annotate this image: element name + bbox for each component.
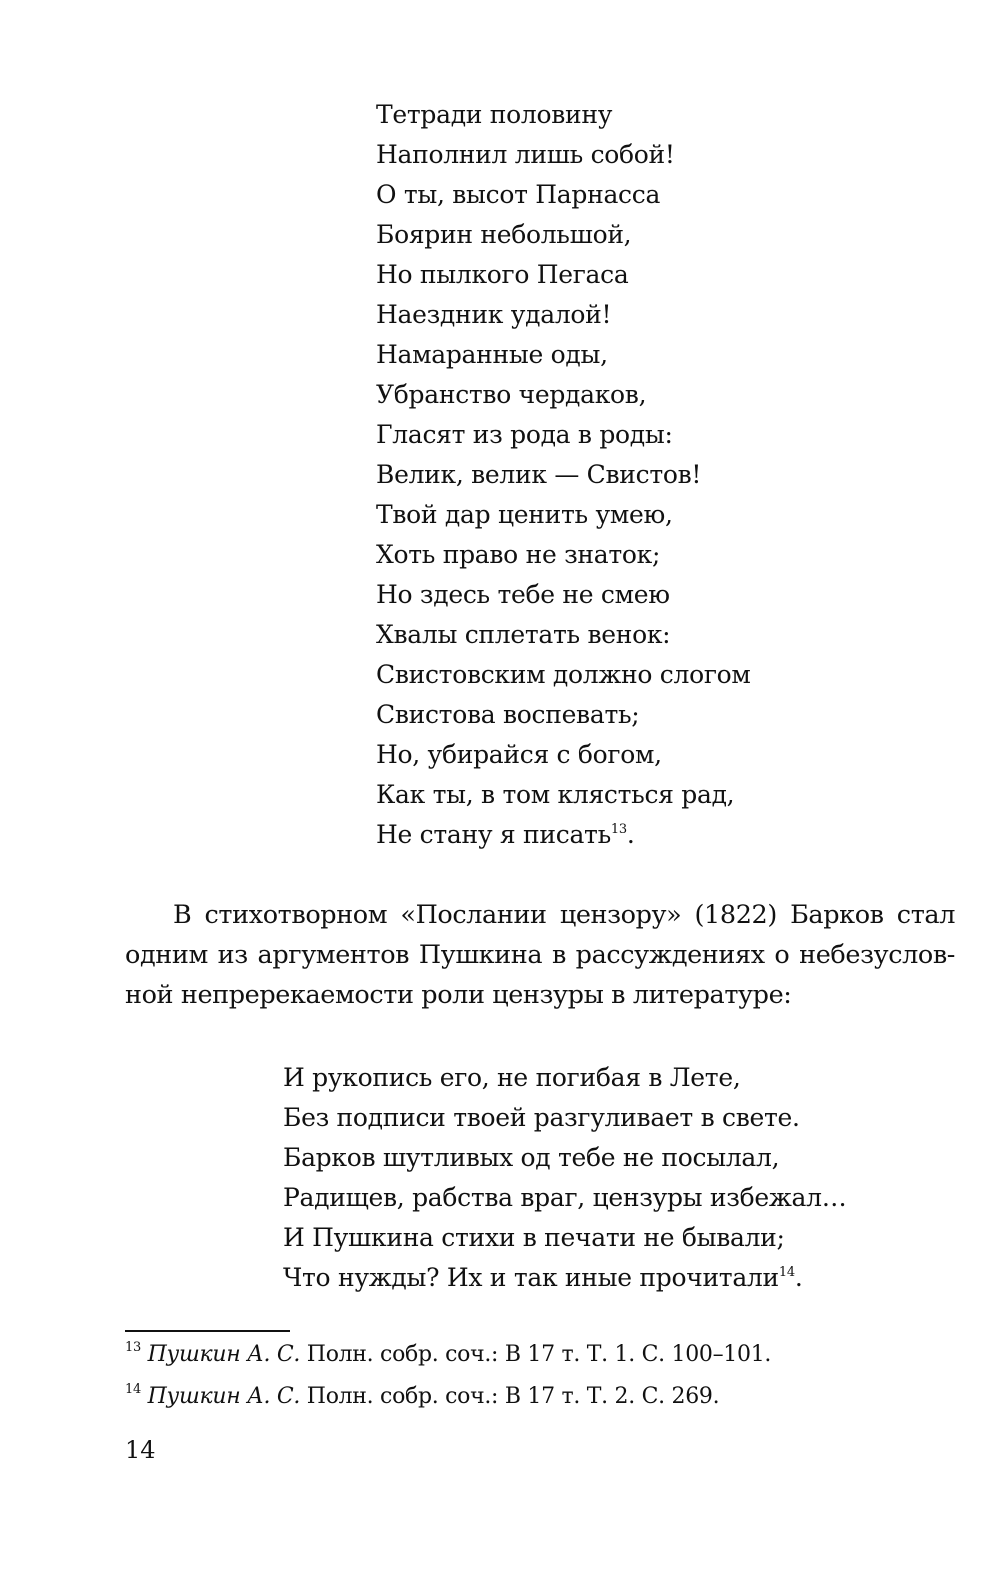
poem-line: Твой дар ценить умею, — [376, 500, 673, 529]
poem-line — [376, 815, 751, 855]
poem-line — [283, 1258, 846, 1298]
poem-line: Велик, велик — Свистов! — [376, 460, 702, 489]
paragraph-line: одним из аргументов Пушкина в рассуждениях о небезуслов- — [125, 940, 955, 970]
footnote-number: 13 — [125, 1340, 141, 1355]
footnote-ref[interactable]: 14 — [778, 1265, 795, 1280]
page-number: 14 — [125, 1436, 156, 1464]
poem-line: Боярин небольшой, — [376, 220, 632, 249]
footnote-ref[interactable]: 13 — [610, 822, 627, 837]
poem-line: Но пылкого Пегаса — [376, 260, 629, 289]
paragraph-line: ной непререкаемости роли цензуры в литературе: — [125, 980, 792, 1010]
poem-line: Наполнил лишь собой! — [376, 140, 675, 169]
footnotes — [125, 1334, 771, 1418]
poem-line: И Пушкина стихи в печати не бывали; — [283, 1223, 785, 1252]
poem-line: Тетради половину — [376, 100, 613, 129]
footnote-14 — [125, 1376, 771, 1418]
footnote-number: 14 — [125, 1382, 141, 1397]
poem-line: Наездник удалой! — [376, 300, 612, 329]
poem-line: И рукопись его, не погибая в Лете, — [283, 1063, 741, 1092]
poem-line-text: Не стану я писать — [376, 820, 611, 849]
poem-line: Барков шутливых од тебе не посылал, — [283, 1143, 780, 1172]
poem-line: Хвалы сплетать венок: — [376, 620, 671, 649]
poem-line: Свистова воспевать; — [376, 700, 640, 729]
poem-line-text: Что нужды? Их и так иные прочитали — [283, 1263, 779, 1292]
poem-line: О ты, высот Парнасса — [376, 180, 661, 209]
poem-line: Как ты, в том клясться рад, — [376, 780, 735, 809]
punctuation: . — [794, 1263, 803, 1292]
footnote-text: Полн. собр. соч.: В 17 т. Т. 2. С. 269. — [300, 1384, 720, 1409]
poem-line: Гласят из рода в роды: — [376, 420, 673, 449]
footnote-text: Полн. собр. соч.: В 17 т. Т. 1. С. 100–101. — [300, 1342, 772, 1367]
paragraph-line: В стихотворном «Послании цензору» (1822) Барков стал — [173, 900, 955, 930]
poem-line: Без подписи твоей разгуливает в свете. — [283, 1103, 800, 1132]
footnote-divider — [125, 1330, 290, 1332]
footnote-author: Пушкин А. С. — [147, 1384, 301, 1409]
poem-line: Свистовским должно слогом — [376, 660, 751, 689]
poem-line: Убранство чердаков, — [376, 380, 647, 409]
poem-line: Намаранные оды, — [376, 340, 608, 369]
poem-line: Радищев, рабства враг, цензуры избежал… — [283, 1183, 847, 1212]
poem-excerpt-1 — [376, 95, 751, 855]
poem-line: Но здесь тебе не смею — [376, 580, 670, 609]
body-paragraph — [125, 895, 955, 1015]
footnote-author: Пушкин А. С. — [147, 1342, 301, 1367]
punctuation: . — [626, 820, 635, 849]
poem-line: Но, убирайся с богом, — [376, 740, 662, 769]
footnote-13 — [125, 1334, 771, 1376]
poem-line: Хоть право не знаток; — [376, 540, 661, 569]
poem-excerpt-2 — [283, 1058, 846, 1298]
